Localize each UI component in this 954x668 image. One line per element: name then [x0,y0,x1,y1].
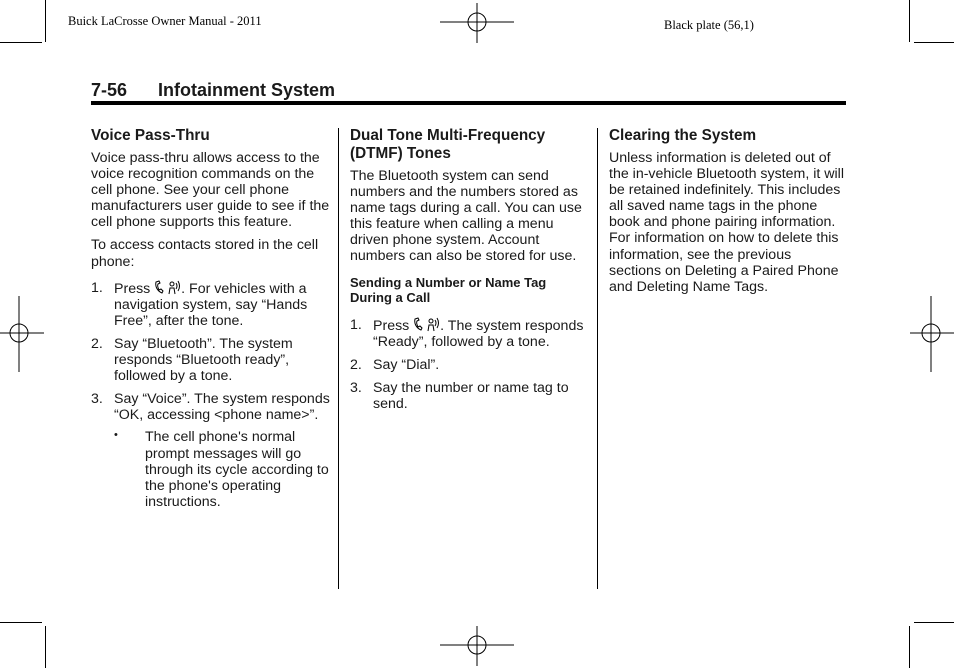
step-number: 1. [350,316,362,333]
steps-list [91,280,331,510]
crop-mark [909,0,910,42]
step-text: . For vehicles with a navigation system, say “Hands Free”, after the tone. [114,280,308,329]
step-text: Press [373,317,410,334]
bullet-item [91,429,331,509]
step-number: 3. [350,379,362,396]
heading-clearing-system: Clearing the System [609,127,757,144]
crop-mark [914,42,954,43]
column-clearing-system [609,127,845,302]
list-item [350,380,590,412]
registration-crosshair-icon [0,296,44,372]
steps-list [350,317,590,412]
registration-crosshair-icon [440,3,516,43]
paragraph: To access contacts stored in the cell phone: [91,237,319,270]
column-divider [597,128,598,589]
heading-dtmf-tones: Dual Tone Multi-Frequency (DTMF) Tones [350,127,546,162]
step-text: Say “Voice”. The system responds “OK, accessing <phone name>”. [114,391,330,424]
plate-label: Black plate (56,1) [664,18,754,32]
section-title: Infotainment System [158,80,336,100]
crop-mark [0,42,42,43]
registration-crosshair-icon [910,296,954,372]
list-item [350,357,590,373]
phone-handset-icon [154,280,164,295]
subheading-sending-number: Sending a Number or Name Tag During a Call [350,274,547,306]
crop-mark [0,622,42,623]
step-number: 3. [91,391,103,408]
step-text: Say “Bluetooth”. The system responds “Bluetooth ready”, followed by a tone. [114,335,293,385]
crop-mark [45,626,46,668]
paragraph: Voice pass-thru allows access to the voice recognition commands on the cell phone. See your cell phone manufacturers user guide to see if the cell phone supports this feature. [91,150,330,231]
voice-recognition-icon [168,280,181,295]
step-text: Press [114,280,151,297]
paragraph: Unless information is deleted out of the in-vehicle Bluetooth system, it will be retained indefinitely. This includes all saved name tags in the phone book and phone pairing information. For information on how to delete this information, see the previous sections on Deleting a Paired Phone and Deleting Name Tags. [609,150,844,295]
column-divider [338,128,339,589]
page-number: 7-56 [91,80,128,100]
step-number: 2. [91,335,103,352]
bullet-mark: • [114,429,118,442]
step-text: Say “Dial”. [373,356,440,373]
paragraph: The Bluetooth system can send numbers and the numbers stored as name tags during a call. You can use this feature when calling a menu driven phone system. Account numbers can also be stored for use. [350,168,582,265]
step-number: 2. [350,356,362,373]
step-number: 1. [91,279,103,296]
list-item [91,391,331,510]
bullet-text: The cell phone's normal prompt messages will go through its cycle according to the phone's operating instructions. [145,429,329,510]
heading-rule [91,101,846,105]
column-voice-pass-thru [91,127,331,517]
list-item [350,317,590,350]
manual-title: Buick LaCrosse Owner Manual - 2011 [68,14,262,28]
crop-mark [914,622,954,623]
voice-recognition-icon [427,317,440,332]
step-text: . The system responds “Ready”, followed by a tone. [373,317,584,350]
crop-mark [45,0,46,42]
crop-mark [909,626,910,668]
phone-handset-icon [413,317,423,332]
step-text: Say the number or name tag to send. [373,379,569,412]
registration-crosshair-icon [440,626,516,666]
list-item [91,336,331,384]
column-dtmf-tones [350,127,590,419]
heading-voice-pass-thru: Voice Pass-Thru [91,127,210,144]
list-item [91,280,331,329]
